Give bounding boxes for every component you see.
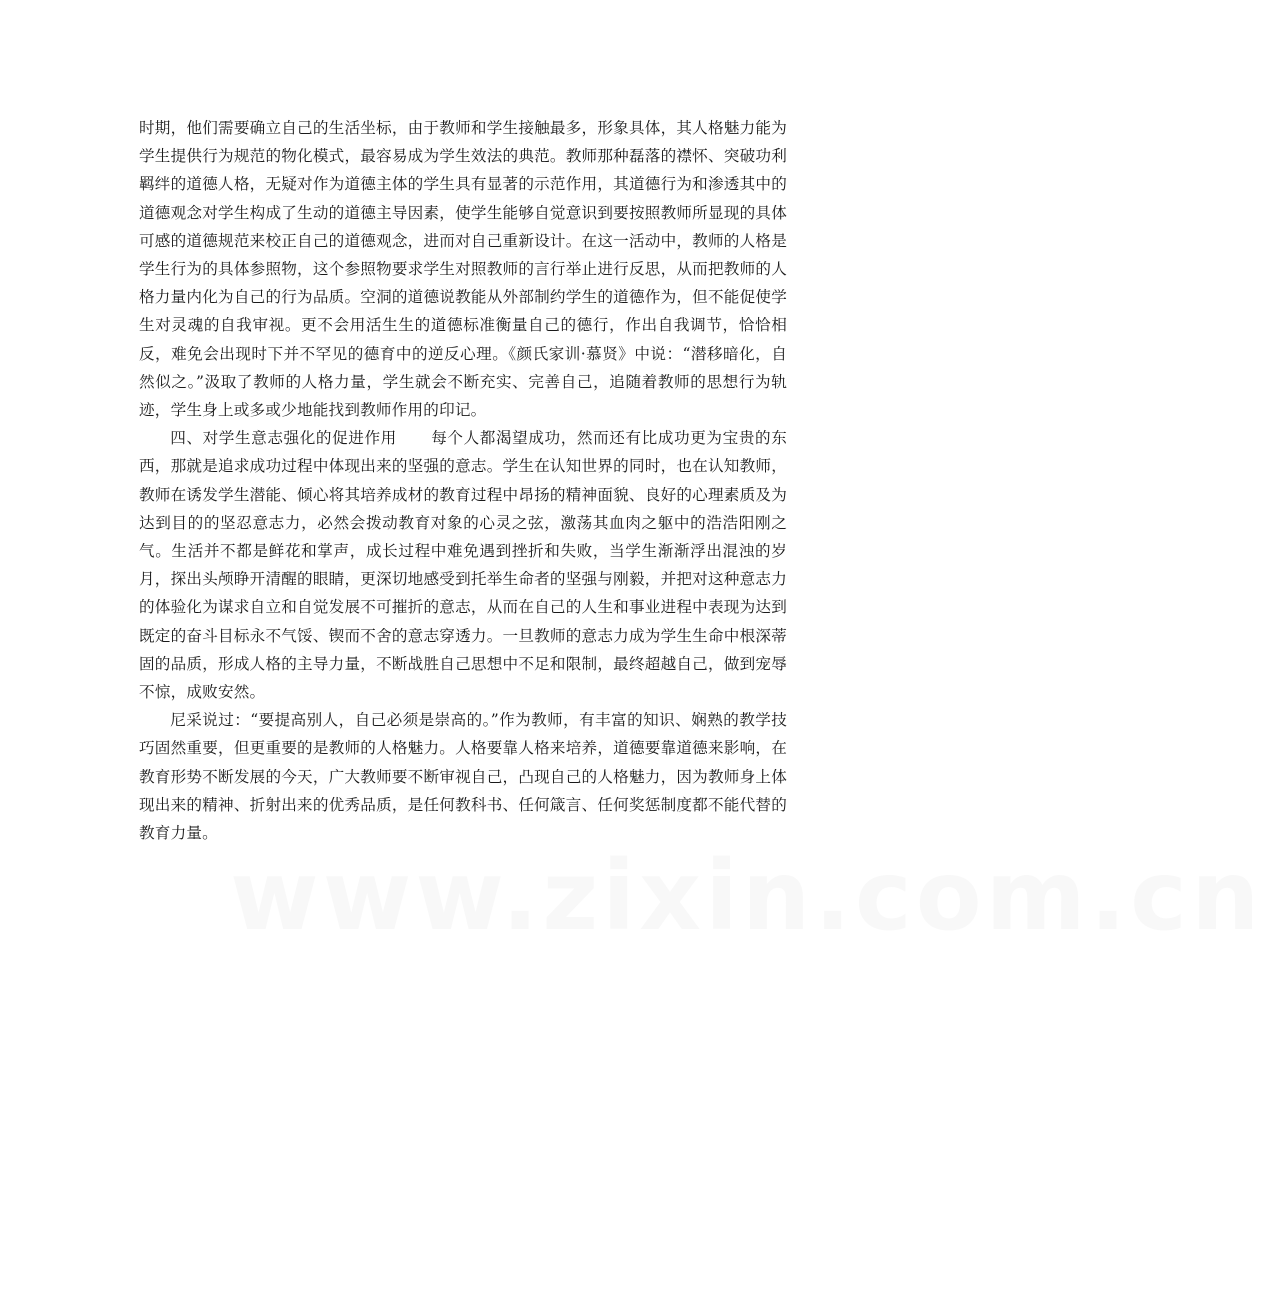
paragraph-3-text: 尼采说过：“要提高别人，自己必须是崇高的。”作为教师，有丰富的知识、娴熟的教学技巧固然重要，但更重要的是教师的人格魅力。人格要靠人格来培养，道德要靠道德来影响，在教育形势不断发展的今天，广大教师要不断审视自己，凸现自己的人格魅力，因为教师身上体现出来的精神、折射出来的优秀品质，是任何教科书、任何箴言、任何奖惩制度都不能代替的教育力量。 [139,711,787,843]
paragraph-1-text: 时期，他们需要确立自己的生活坐标，由于教师和学生接触最多，形象具体，其人格魅力能为学生提供行为规范的物化模式，最容易成为学生效法的典范。教师那种磊落的襟怀、突破功利羁绊的道德人格，无疑对作为道德主体的学生具有显著的示范作用，其道德行为和渗透其中的道德观念对学生构成了生动的道德主导因素，使学生能够自觉意识到要按照教师所显现的具体可感的道德规范来校正自己的道德观念，进而对自己重新设计。在这一活动中，教师的人格是学生行为的具体参照物，这个参照物要求学生对照教师的言行举止进行反思，从而把教师的人格力量内化为自己的行为品质。空洞的道德说教能从外部制约学生的道德作为，但不能促使学生对灵魂的自我审视。更不会用活生生的道德标准衡量自己的德行，作出自我调节，恰恰相反，难免会出现时下并不罕见的德育中的逆反心理。《颜氏家训·慕贤》中说：“潜移暗化，自然似之。”汲取了教师的人格力量，学生就会不断充实、完善自己，追随着教师的思想行为轨迹，学生身上或多或少地能找到教师作用的印记。 [139,119,787,420]
paragraph-2-text: 每个人都渴望成功，然而还有比成功更为宝贵的东西，那就是追求成功过程中体现出来的坚强的意志。学生在认知世界的同时，也在认知教师，教师在诱发学生潜能、倾心将其培养成材的教育过程中昂扬的精神面貌、良好的心理素质及为达到目的的坚忍意志力，必然会拨动教育对象的心灵之弦，激荡其血肉之躯中的浩浩阳刚之气。生活并不都是鲜花和掌声，成长过程中难免遇到挫折和失败，当学生渐渐浮出混浊的岁月，探出头颅睁开清醒的眼睛，更深切地感受到托举生命者的坚强与刚毅，并把对这种意志力的体验化为谋求自立和自觉发展不可摧折的意志，从而在自己的人生和事业进程中表现为达到既定的奋斗目标永不气馁、锲而不舍的意志穿透力。一旦教师的意志力成为学生生命中根深蒂固的品质，形成人格的主导力量，不断战胜自己思想中不足和限制，最终超越自己，做到宠辱不惊，成败安然。 [139,429,787,702]
watermark: www.zixin.com.cn [230,840,1263,952]
paragraph-3 [139,706,787,847]
paragraph-2 [139,424,787,706]
section-heading: 四、对学生意志强化的促进作用 [170,429,397,448]
document-body [139,114,787,847]
paragraph-1 [139,114,787,424]
